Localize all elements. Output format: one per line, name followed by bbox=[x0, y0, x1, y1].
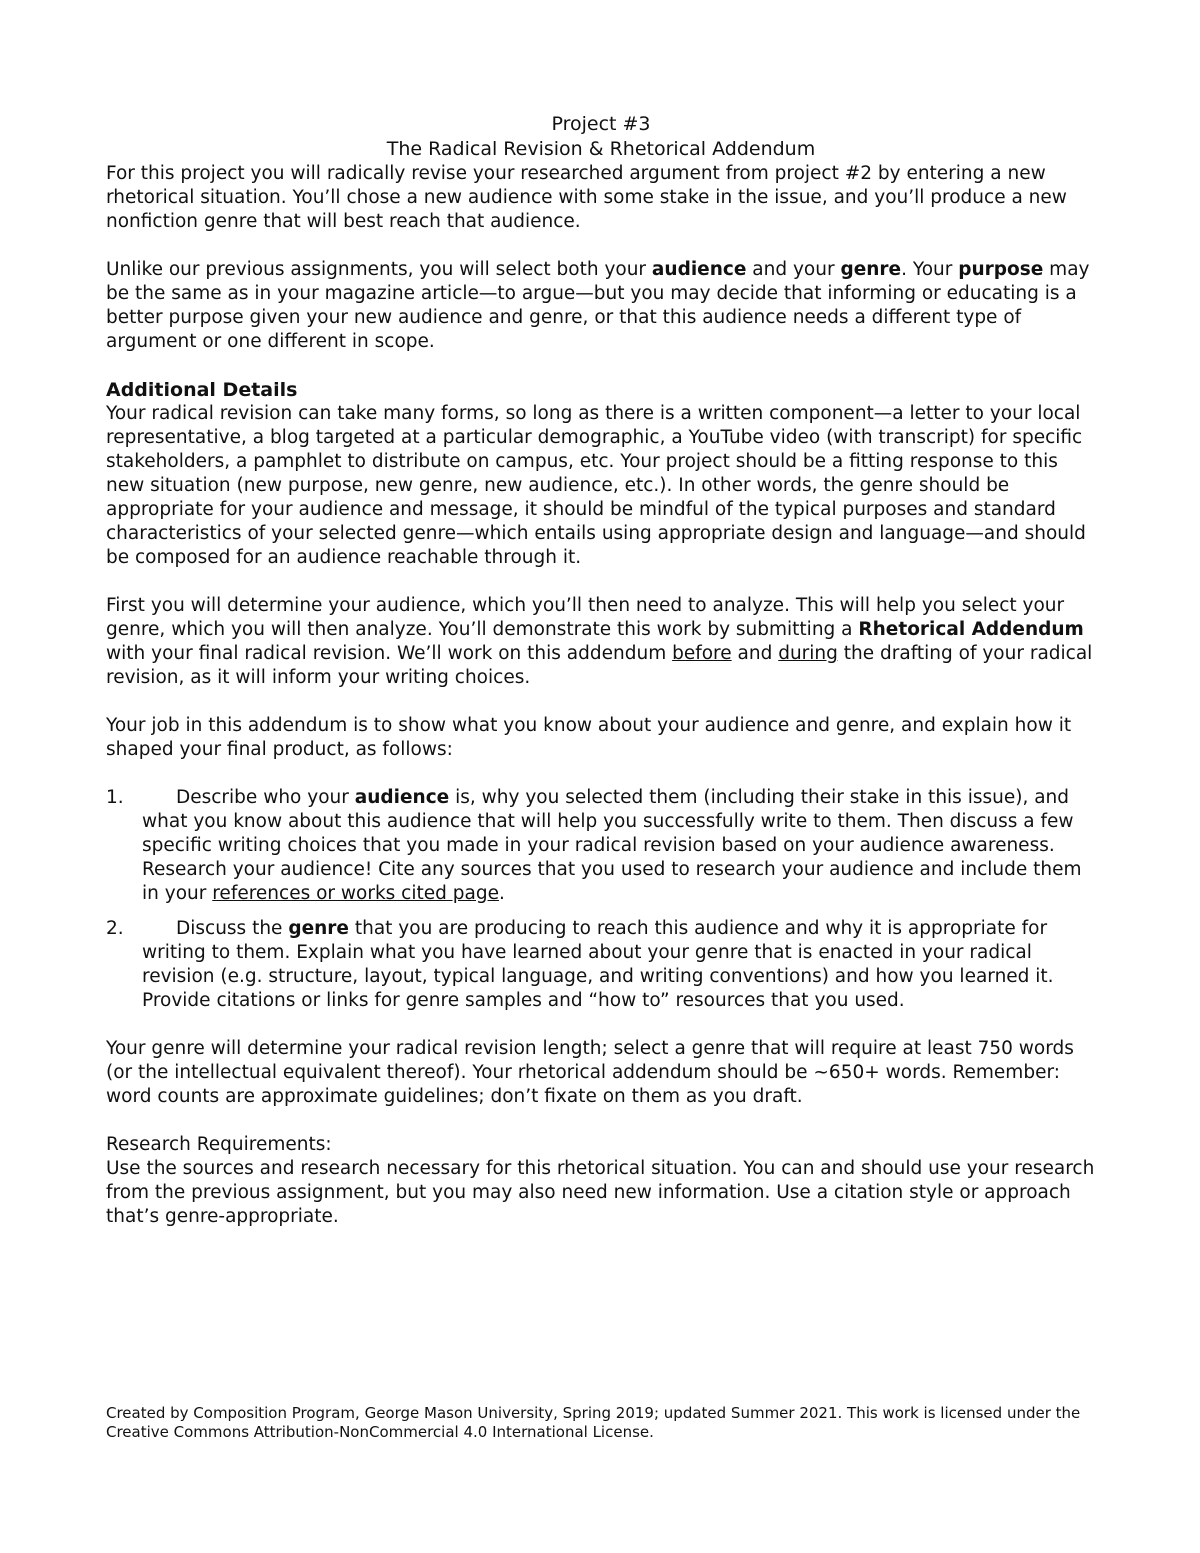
document-title-line-2: The Radical Revision & Rhetorical Addendum bbox=[386, 138, 816, 160]
document-title-line-1: Project #3 bbox=[551, 113, 651, 135]
research-heading: Research Requirements: bbox=[106, 1134, 332, 1155]
list-number: 2. bbox=[106, 918, 124, 939]
requirements-list bbox=[106, 786, 1096, 1013]
length-paragraph: Your genre will determine your radical revision length; select a genre that will require at least 750 words (or the intellectual equivalent thereof). Your rhetorical addendum should be ~650+ words. Remember: word counts are approximate guidelines; don’t fixate on them as you draft. bbox=[106, 1038, 1074, 1107]
document-page bbox=[106, 112, 1096, 1229]
addendum-paragraph bbox=[106, 594, 1096, 690]
underlined-before: before bbox=[672, 643, 732, 664]
bold-rhetorical-addendum: Rhetorical Addendum bbox=[858, 619, 1084, 640]
text-run: Unlike our previous assignments, you will select both your bbox=[106, 259, 652, 280]
text-run: and your bbox=[746, 259, 841, 280]
bold-genre: genre bbox=[288, 918, 349, 939]
selection-paragraph bbox=[106, 258, 1096, 354]
bold-purpose: purpose bbox=[958, 259, 1044, 280]
underlined-references: references or works cited page bbox=[212, 883, 499, 904]
job-paragraph: Your job in this addendum is to show what you know about your audience and genre, and explain how it shaped your final product, as follows: bbox=[106, 715, 1072, 760]
text-run: First you will determine your audience, which you’ll then need to analyze. This will help you select your genre, which you will then analyze. You’ll demonstrate this work by submitting a bbox=[106, 595, 1065, 640]
text-run: Discuss the bbox=[176, 918, 289, 939]
text-run: the drafting of your radical revision, as it will inform your writing choices. bbox=[106, 643, 1093, 688]
text-run: with your final radical revision. We’ll work on this addendum bbox=[106, 643, 673, 664]
details-paragraph: Your radical revision can take many forms, so long as there is a written component—a letter to your local representative, a blog targeted at a particular demographic, a YouTube video (with transcript) for specific stakeholders, a pamphlet to distribute on campus, etc. Your project should be a fitting response to this new situation (new purpose, new genre, new audience, etc.). In other words, the genre should be appropriate for your audience and message, it should be mindful of the typical purposes and standard characteristics of your selected genre—which entails using appropriate design and language—and should be composed for an audience reachable through it. bbox=[106, 403, 1086, 568]
text-run: may be the same as in your magazine article—to argue—but you may decide that informing or educating is a better purpose given your new audience and genre, or that this audience needs a different type of argument or one different in scope. bbox=[106, 259, 1090, 352]
bold-audience: audience bbox=[651, 259, 747, 280]
text-run: is, why you selected them (including their stake in this issue), and what you know about this audience that will help you successfully write to them. Then discuss a few specific writing choices that you made in your radical revision based on your audience awareness. Research your audience! Cite any sources that you used to research your audience and include them in your bbox=[142, 787, 1082, 904]
text-run: and bbox=[731, 643, 779, 664]
text-run: Describe who your bbox=[176, 787, 355, 808]
list-item bbox=[106, 786, 1096, 906]
intro-paragraph: For this project you will radically revise your researched argument from project #2 by entering a new rhetorical situation. You’ll chose a new audience with some stake in the issue, and you’ll produce a new nonfiction genre that will best reach that audience. bbox=[106, 163, 1067, 232]
list-item bbox=[106, 917, 1096, 1013]
details-heading: Additional Details bbox=[106, 379, 298, 401]
bold-audience: audience bbox=[354, 787, 450, 808]
list-number: 1. bbox=[106, 787, 124, 808]
text-run: that you are producing to reach this audience and why it is appropriate for writing to them. Explain what you have learned about your genre that is enacted in your radical revision (e.g. structure, layout, typical language, and writing conventions) and how you learned it. Provide citations or links for genre samples and “how to” resources that you used. bbox=[142, 918, 1054, 1011]
text-run: . bbox=[498, 883, 505, 904]
text-run: . Your bbox=[901, 259, 959, 280]
underlined-during: during bbox=[778, 643, 838, 664]
research-paragraph: Use the sources and research necessary for this rhetorical situation. You can and should use your research from the previous assignment, but you may also need new information. Use a citation style or approach that’s genre-appropriate. bbox=[106, 1158, 1095, 1227]
license-footer: Created by Composition Program, George Mason University, Spring 2019; updated Summer 2021. This work is licensed under the Creative Commons Attribution-NonCommercial 4.0 International License. bbox=[106, 1404, 1081, 1441]
bold-genre: genre bbox=[840, 259, 902, 280]
